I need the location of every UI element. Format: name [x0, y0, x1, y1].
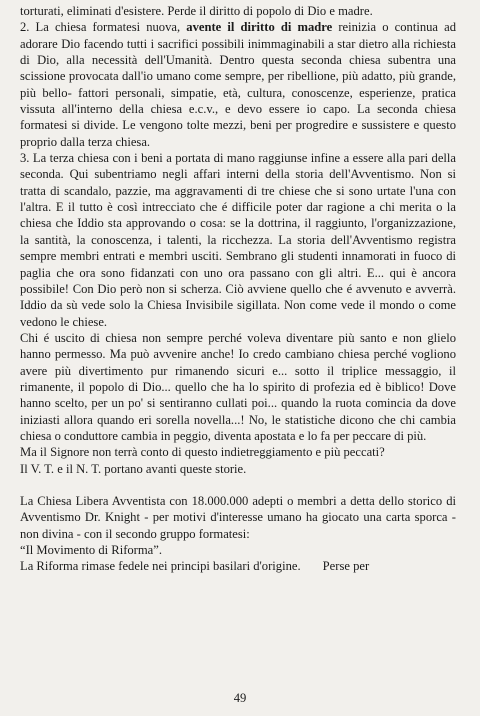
- paragraph-7: La Chiesa Libera Avventista con 18.000.000 adepti o membri a detta dello storico di Avventismo Dr. Knight - per motivi d'interesse umano ha giocato una carta sporca - non divina - con il secondo gruppo formatesi:: [20, 493, 456, 541]
- page-number: 49: [233, 691, 247, 705]
- paragraph-2: [20, 19, 456, 150]
- paragraph-2-suffix: reinizia o continua ad adorare Dio facendo tutti i sacrifici possibili inimmaginabili a star dietro alla richiesta di Dio, alla necessità dell'Umanità. Dentro questa seconda chiesa subentra una scissione provocata dall'io umano come sempre, per ribellione, più adatto, più grande, più bello- fattori personali, simpatie, età, cultura, conoscenze, esperienze, pratica vissuta all'interno della chiesa e.c.v., e devo essere io capo. La seconda chiesa formatesi si divide. Le vengono tolte mezzi, beni per progredire e sussistere e questo proprio dalla terza chiesa.: [20, 20, 457, 149]
- paragraph-1: torturati, eliminati d'esistere. Perde il diritto di popolo di Dio e madre.: [20, 4, 373, 18]
- paragraph-5: Ma il Signore non terrà conto di questo indietreggiamento e più peccati?: [20, 445, 385, 460]
- paragraph-4: Chi é uscito di chiesa non sempre perché voleva diventare più santo e non glielo hanno permesso. Ma può avvenire anche! Io credo cambiano chiesa perché vogliono avere più divertimento pur rimanendo sicuri e... sotto il triplice messaggio, il rimanente, il popolo di Dio... quello che ha lo spirito di profezia ed è biblico! Dove hanno scelto, per un po' si sentiranno cullati poi... quando la ruota comincia da dove iniziasti allora quando eri sorella novella...! No, le statistiche dicono che chi cambia chiesa o conduttore cambia in peggio, diventa apostata e lo fa per peccare di più.: [20, 330, 456, 443]
- paragraph-2-bold: avente il diritto di madre: [186, 20, 333, 35]
- paragraph-3: 3. La terza chiesa con i beni a portata di mano raggiunse infine a essere alla pari della seconda. Qui subentriamo negli affari interni della storia dell'Avventismo. Non si tratta di scandalo, pazzie, ma aggravamenti di tre chiese che si sono urtate l'una con l'altra. E il tutto è così intrecciato che é difficile poter dar ragione a chi merita o la chiesa che Iddio sta approvando o cosa: se la dottrina, il raggiunto, l'organizzazione, la santità, la conoscenza, i talenti, la ricchezza. La storia dell'Avventismo registra sempre membri entrati e membri usciti. Sembrano gli studenti innamorati in fuoco di paglia che ora sono fidanzati con uno ora passano con gli altri. E... qui è ancora possibile! Con Dio però non si scherza. Ciò avviene quello che é avvenuto e avverrà. Iddio da sù vede solo la Chiesa Invisibile sigillata. Non come vede il mondo o come vedono le chiese.: [20, 151, 456, 329]
- paragraph-8: “Il Movimento di Riforma”.: [20, 543, 162, 557]
- paragraph-2-prefix: 2. La chiesa formatesi nuova,: [20, 20, 187, 35]
- paragraph-6: Il V. T. e il N. T. portano avanti queste storie.: [20, 461, 247, 476]
- paragraph-9: La Riforma rimase fedele nei principi basilari d'origine. Perse per: [20, 559, 370, 574]
- blank-line: [20, 477, 456, 493]
